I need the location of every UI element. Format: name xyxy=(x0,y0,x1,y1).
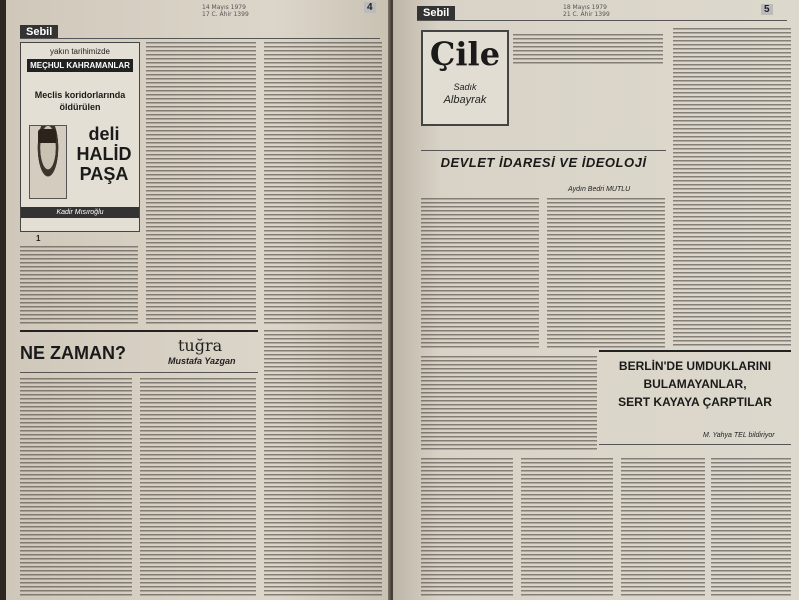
berlin-line2: BULAMAYANLAR, xyxy=(643,377,747,391)
right-header-date-hijri: 21 C. Ahir 1399 xyxy=(563,11,610,18)
cile-author1: Sadık xyxy=(453,82,477,92)
right-logo: Sebil xyxy=(417,6,455,20)
column-headline: NE ZAMAN? xyxy=(20,343,126,363)
berlin-text-col1 xyxy=(421,458,513,596)
cile-byline: Aydın Bedri MUTLU xyxy=(568,186,631,193)
right-top-rule xyxy=(417,20,787,21)
feature-line2: öldürülen xyxy=(59,102,101,112)
berlin-line1: BERLİN'DE UMDUKLARINI xyxy=(618,359,772,373)
left-header-date-hijri: 17 C. Ahir 1399 xyxy=(202,11,249,18)
column-logo-tugra: tuğra xyxy=(178,336,223,355)
column-rule2 xyxy=(20,372,258,373)
column-text-col2 xyxy=(140,378,256,596)
text-col3-lower xyxy=(264,330,382,596)
right-page xyxy=(393,0,799,600)
berlin-rule2 xyxy=(599,444,791,445)
cile-headline-rule xyxy=(421,150,666,151)
left-page xyxy=(6,0,390,600)
column-author: Mustafa Yazgan xyxy=(168,356,236,366)
berlin-text-col2 xyxy=(521,458,613,596)
feature-number: 1 xyxy=(36,234,41,243)
feature-text-col1 xyxy=(20,246,138,326)
feature-kicker: yakın tarihimizde xyxy=(49,47,111,56)
berlin-rule xyxy=(599,350,791,352)
text-col3 xyxy=(264,42,382,326)
right-header-date: 18 Mayıs 1979 xyxy=(563,4,607,11)
left-top-rule xyxy=(20,38,380,39)
column-rule xyxy=(20,330,258,332)
feature-name1: deli xyxy=(88,124,120,144)
cile-logo-box xyxy=(421,30,509,126)
text-col2 xyxy=(146,42,256,326)
right-page-number: 5 xyxy=(761,4,773,15)
berlin-text-col3 xyxy=(621,458,705,596)
cile-text-col2 xyxy=(547,198,665,348)
left-logo: Sebil xyxy=(20,25,58,39)
feature-box xyxy=(20,42,140,232)
cile-title: Çile xyxy=(429,35,501,73)
fez-shape xyxy=(38,129,56,143)
berlin-line3: SERT KAYAYA ÇARPTILAR xyxy=(618,395,772,409)
left-page-number: 4 xyxy=(364,2,376,13)
berlin-byline: M. Yahya TEL bildiriyor xyxy=(703,432,775,439)
feature-byline: Kadir Mısıroğlu xyxy=(21,207,139,218)
feature-band: MEÇHUL KAHRAMANLAR xyxy=(27,59,133,72)
cile-text-col1 xyxy=(421,198,539,348)
berlin-text-col4 xyxy=(711,458,791,596)
cile-headline: DEVLET İDARESİ VE İDEOLOJİ xyxy=(440,155,647,170)
feature-name3: PAŞA xyxy=(79,164,129,184)
lower-text-col1 xyxy=(421,356,597,452)
cile-intro-text xyxy=(513,34,663,64)
feature-line1: Meclis koridorlarında xyxy=(34,90,126,100)
cile-author2: Albayrak xyxy=(443,94,487,106)
right-text-col3 xyxy=(673,28,791,348)
feature-name2: HALİD xyxy=(76,144,132,164)
column-text-col1 xyxy=(20,378,132,596)
left-header-date: 14 Mayıs 1979 xyxy=(202,4,246,11)
